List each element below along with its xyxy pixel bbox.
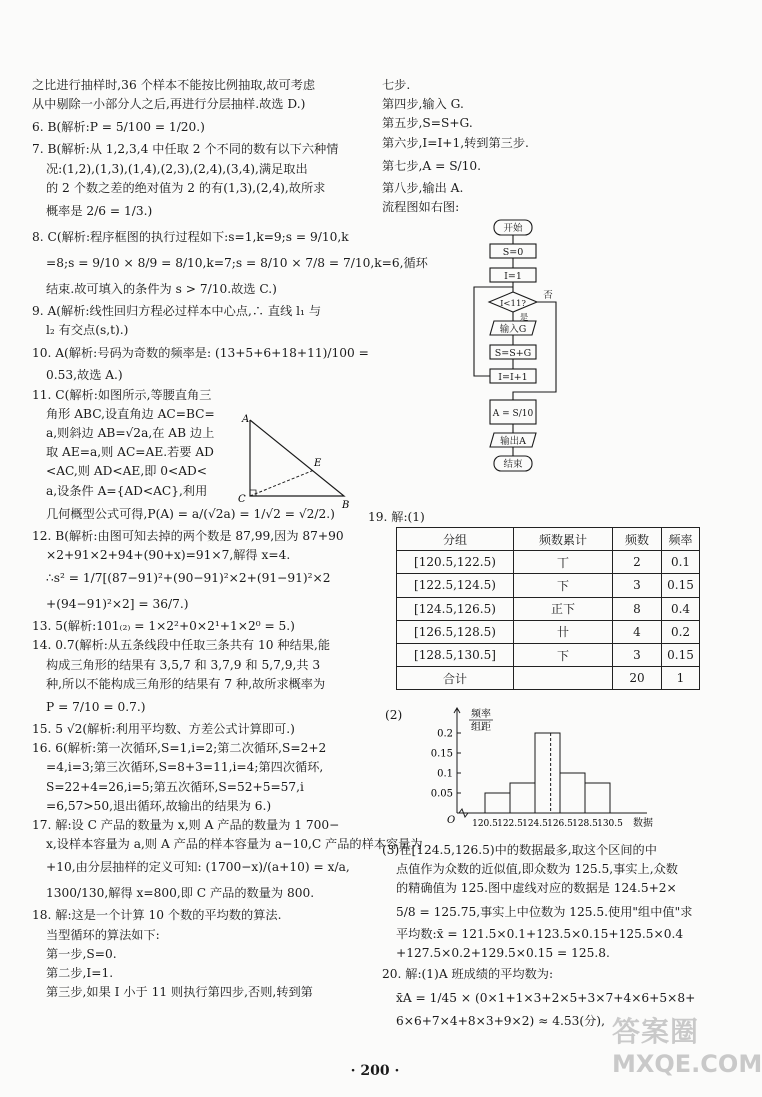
watermark-logo-text: 答案圈	[612, 1015, 700, 1048]
answer-9: 9. A(解析:线性回归方程必过样本中心点,∴ 直线 l₁ 与	[32, 304, 322, 319]
flow-no-text: 否	[543, 290, 553, 301]
y-tick-label: 0.1	[437, 768, 453, 780]
cell-total-frequency: 1	[662, 667, 700, 690]
text-line: 平均数:x̄ = 121.5×0.1+123.5×0.15+125.5×0.4	[396, 926, 684, 941]
text-line: 点值作为众数的近似值,即众数为 125.5,事实上,众数	[396, 862, 678, 877]
x-tick-label: 126.5	[547, 819, 573, 829]
cell-tally: 丅	[514, 551, 613, 574]
text-line: =4,i=3;第三次循环,S=8+3=11,i=4;第四次循环,	[46, 760, 324, 775]
flow-condition-text: I<11?	[500, 299, 526, 309]
answer-16: 16. 6(解析:第一次循环,S=1,i=2;第二次循环,S=2+2	[32, 741, 327, 756]
answer-12: 12. B(解析:由图可知去掉的两个数是 87,99,因为 87+90	[32, 528, 344, 543]
cell-tally: 下	[514, 574, 613, 597]
cell-count: 2	[613, 551, 662, 574]
label-a: A	[242, 414, 250, 425]
text-line: =6,57>50,退出循环,故输出的结果为 6.)	[46, 798, 272, 813]
text-line: 几何概型公式可得,P(A) = a/(√2a) = 1/√2 = √2/2.)	[46, 506, 335, 521]
cell-frequency: 0.2	[662, 620, 700, 643]
text-line: a,设条件 A={AD<AC},利用	[46, 483, 208, 498]
cell-count: 3	[613, 643, 662, 666]
text-line: 结束.故可填入的条件为 s > 7/10.故选 C.)	[46, 282, 277, 297]
cell-frequency: 0.4	[662, 597, 700, 620]
page-number: · 200 ·	[350, 1063, 400, 1079]
x-tick-label: 122.5	[497, 819, 523, 829]
col-header: 分组	[397, 528, 514, 551]
text-line: 角形 ABC,设直角边 AC=BC=	[46, 406, 215, 421]
answer-14: 14. 0.7(解析:从五条线段中任取三条共有 10 种结果,能	[32, 638, 331, 653]
text-line: S=22+4=26,i=5;第五次循环,S=52+5=57,i	[46, 779, 304, 794]
q19-part3	[382, 841, 695, 1031]
cell-count: 4	[613, 620, 662, 643]
right-column	[382, 76, 722, 217]
text-line: 况:(1,2),(1,3),(1,4),(2,3),(2,4),(3,4),满足取出	[46, 161, 308, 176]
histogram-bar	[560, 773, 585, 813]
text-line: 的 2 个数之差的绝对值为 2 的有(1,3),(2,4),故所求	[46, 180, 326, 195]
flow-output-text: 输出A	[500, 436, 526, 447]
text-line: 1300/130,解得 x=800,即 C 产品的数量为 800.	[46, 886, 315, 901]
answer-6: 6. B(解析:P = 5/100 = 1/20.)	[32, 120, 205, 135]
text-line: 第一步,S=0.	[46, 946, 117, 961]
text-line: 当型循环的算法如下:	[46, 927, 160, 942]
answer-17: 17. 解:设 C 产品的数量为 x,则 A 产品的数量为 1 700−	[32, 818, 340, 833]
text-line: 从中剔除一小部分人之后,再进行分层抽样.故选 D.)	[32, 97, 306, 112]
text-line: 第二步,I=1.	[46, 966, 114, 981]
cell-frequency: 0.15	[662, 574, 700, 597]
text-line: 取 AE=a,则 AC=AE.若要 AD	[46, 445, 214, 460]
flow-input-text: 输入G	[499, 324, 527, 335]
answer-13: 13. 5(解析:101₍₂₎ = 1×2²+0×2¹+1×2⁰ = 5.)	[32, 619, 295, 634]
cell-group: [120.5,122.5)	[397, 551, 514, 574]
label-e: E	[314, 458, 322, 469]
table-row	[397, 620, 700, 643]
histogram-bar	[585, 783, 610, 813]
flow-avg-text: A = S/10	[492, 409, 534, 419]
flow-inc-text: I=I+1	[498, 372, 528, 383]
text-line: x̄A = 1/45 × (0×1+1×3+2×5+3×7+4×6+5×8+	[396, 991, 696, 1006]
answer-10: 10. A(解析:号码为奇数的频率是: (13+5+6+18+11)/100 =	[32, 346, 369, 361]
histogram-bar	[485, 793, 510, 813]
cell-frequency: 0.1	[662, 551, 700, 574]
col-header: 频数	[613, 528, 662, 551]
table-row	[397, 574, 700, 597]
flowchart	[456, 218, 586, 480]
text-line: (3)在[124.5,126.5)中的数据最多,取这个区间的中	[382, 843, 657, 857]
text-line: =8;s = 9/10 × 8/9 = 8/10,k=7;s = 8/10 × 7/8 = 7/10,k=6,循环	[46, 256, 428, 271]
flow-add-text: S=S+G	[494, 348, 532, 359]
text-line: x,设样本容量为 a,则 A 产品的样本容量为 a−10,C 产品的样本容量为	[46, 837, 423, 852]
text-line: 第八步,输出 A.	[382, 180, 464, 195]
text-line: 6×6+7×4+8×3+9×2) ≈ 4.53(分),	[396, 1014, 605, 1029]
histogram-bar	[535, 733, 560, 813]
answer-8: 8. C(解析:程序框图的执行过程如下:s=1,k=9;s = 9/10,k	[32, 230, 349, 245]
histogram-bar	[510, 783, 535, 813]
text-line: 构成三角形的结果有 3,5,7 和 3,7,9 和 5,7,9,共 3	[46, 657, 321, 672]
text-line: l₂ 有交点(s,t).)	[46, 323, 129, 338]
cell-count: 8	[613, 597, 662, 620]
text-line: ×2+91×2+94+(90+x)=91×7,解得 x=4.	[46, 548, 291, 563]
origin-label: O	[447, 815, 456, 826]
x-axis-label: 数据	[633, 818, 653, 829]
answer-18: 18. 解:这是一个计算 10 个数的平均数的算法.	[32, 908, 282, 923]
cell-group: [128.5,130.5]	[397, 643, 514, 666]
text-line: 种,所以不能构成三角形的结果有 7 种,故所求概率为	[46, 676, 326, 691]
answer-20: 20. 解:(1)A 班成绩的平均数为:	[382, 967, 554, 982]
text-line: 流程图如右图:	[382, 200, 460, 215]
cell-tally: 正下	[514, 597, 613, 620]
text-line: 之比进行抽样时,36 个样本不能按比例抽取,故可考虑	[32, 78, 316, 92]
watermark-url: MXQE.COM	[612, 1050, 762, 1078]
cell-total-count: 20	[613, 667, 662, 690]
cell-group: [124.5,126.5)	[397, 597, 514, 620]
label-c: C	[238, 494, 246, 505]
cell-total-label: 合计	[397, 667, 514, 690]
frequency-histogram	[385, 705, 685, 833]
table-row	[397, 597, 700, 620]
table-total-row	[397, 667, 700, 690]
cell-group: [126.5,128.5)	[397, 620, 514, 643]
y-tick-label: 0.2	[437, 728, 453, 740]
col-header: 频数累计	[514, 528, 613, 551]
flow-i1-text: I=1	[504, 271, 522, 282]
cell-frequency: 0.15	[662, 643, 700, 666]
y-tick-label: 0.15	[430, 748, 453, 760]
frequency-table	[396, 527, 700, 690]
text-line: 概率是 2/6 = 1/3.)	[46, 204, 153, 219]
triangle-figure	[232, 412, 352, 512]
text-line: +(94−91)²×2] = 36/7.)	[46, 597, 189, 612]
answer-7: 7. B(解析:从 1,2,3,4 中任取 2 个不同的数有以下六种情	[32, 142, 339, 157]
text-line: 第五步,S=S+G.	[382, 116, 473, 131]
x-tick-label: 124.5	[522, 819, 548, 829]
flow-yes-text: 是	[519, 313, 529, 323]
answer-11: 11. C(解析:如图所示,等腰直角三	[32, 387, 212, 402]
x-tick-label: 120.5	[472, 819, 498, 829]
cell-tally: 下	[514, 643, 613, 666]
x-tick-label: 128.5	[572, 819, 598, 829]
segment-ce	[250, 470, 314, 496]
table-row	[397, 551, 700, 574]
triangle-abc	[250, 420, 344, 496]
text-line: +127.5×0.2+129.5×0.15 = 125.8.	[396, 945, 610, 960]
label-b: B	[342, 500, 350, 511]
text-line: 0.53,故选 A.)	[46, 368, 123, 383]
q19-heading: 19. 解:(1)	[368, 510, 425, 524]
text-line: 第七步,A = S/10.	[382, 158, 482, 173]
x-tick-label: 130.5	[597, 819, 623, 829]
text-line: P = 7/10 = 0.7.)	[46, 700, 146, 715]
text-line: a,则斜边 AB=√2a,在 AB 边上	[46, 426, 215, 441]
flow-start-text: 开始	[503, 223, 523, 234]
y-axis-label: 频率组距	[471, 709, 491, 733]
flow-s0-text: S=0	[502, 247, 524, 258]
text-line: <AC,则 AD<AE,即 0<AD<	[46, 464, 208, 479]
cell-total-tally	[514, 667, 613, 690]
text-line: 第六步,I=I+1,转到第三步.	[382, 135, 529, 150]
y-tick-label: 0.05	[430, 788, 453, 800]
text-line: ∴s² = 1/7[(87−91)²+(90−91)²×2+(91−91)²×2	[46, 571, 331, 586]
text-line: +10,由分层抽样的定义可知: (1700−x)/(a+10) = x/a,	[46, 860, 350, 875]
table-row	[397, 643, 700, 666]
text-line: 的精确值为 125.图中虚线对应的数据是 124.5+2×	[396, 881, 677, 896]
text-line: 第三步,如果 I 小于 11 则执行第四步,否则,转到第	[46, 985, 313, 1000]
col-header: 频率	[662, 528, 700, 551]
text-line: 5/8 = 125.75,事实上中位数为 125.5.使用"组中值"求	[396, 904, 693, 919]
cell-group: [122.5,124.5)	[397, 574, 514, 597]
flow-end-text: 结束	[503, 459, 523, 470]
hist-part-label: (2)	[385, 708, 403, 722]
text-line: 第四步,输入 G.	[382, 97, 464, 112]
table-header-row	[397, 528, 700, 551]
cell-count: 3	[613, 574, 662, 597]
answer-15: 15. 5 √2(解析:利用平均数、方差公式计算即可.)	[32, 722, 295, 737]
text-line: 七步.	[382, 78, 411, 92]
cell-tally: 卄	[514, 620, 613, 643]
